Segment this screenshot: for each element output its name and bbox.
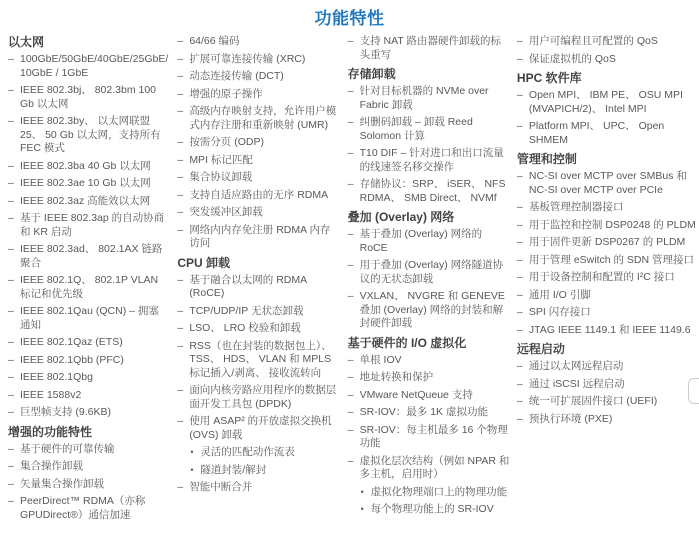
feature-text: 通过 iSCSI 远程启动 [528,377,625,390]
feature-item [177,70,339,84]
dash-marker: – [516,218,523,231]
feature-text: 用于固件更新 DSP0267 的 PLDM [528,236,686,248]
feature-item [177,415,339,442]
feature-item [177,322,339,336]
feature-text: 网络内内存免注册 RDMA 内存访问 [189,223,331,249]
section-header: 以太网 [8,35,45,49]
feature-item [8,160,168,174]
dash-marker: – [347,423,354,436]
dash-marker: – [177,339,184,352]
feature-text: 用于设备控制和配置的 I²C 接口 [528,271,675,283]
feature-text: IEEE 802.1Qaz (ETS) [20,336,123,348]
feature-item [348,371,510,385]
section-header: HPC 软件库 [516,71,582,85]
feature-text: IEEE 802.3ba 40 Gb 以太网 [20,159,151,172]
feature-item [8,443,168,457]
feature-item [177,136,339,150]
dash-marker: – [8,406,14,418]
feature-text: SPI 闪存接口 [528,306,591,318]
feature-item [177,53,339,67]
feature-item [8,406,168,420]
feature-text: 针对目标机器的 NVMe over Fabric 卸载 [359,85,489,111]
feature-item [348,259,510,286]
dash-marker: – [177,415,184,427]
feature-text: IEEE 802.3by、 以太网联盟 25、 50 Gb 以太网，支持所有 FEC 模式 [20,115,161,154]
dash-marker: – [347,259,354,271]
feature-item [8,460,168,474]
feature-text: 地址转换和保护 [359,371,434,383]
feature-text: 增强的原子操作 [189,87,263,100]
feature-item [177,189,339,203]
feature-item [517,360,699,374]
dash-marker: – [8,274,14,286]
dash-marker: – [516,201,523,213]
dash-marker: – [8,194,14,207]
section-header: 管理和控制 [516,152,577,166]
feature-sub-item [361,486,510,500]
feature-item [8,371,168,385]
feature-text: IEEE 802.1Qau (QCN) – 拥塞通知 [20,305,159,331]
feature-text: VXLAN、 NVGRE 和 GENEVE 叠加 (Overlay) 网络的封装和解封硬件卸载 [359,290,505,329]
feature-item [8,53,168,80]
section-header: 叠加 (Overlay) 网络 [347,210,455,224]
feature-text: IEEE 802.1Qbb (PFC) [20,353,124,366]
feature-text: IEEE 802.3ae 10 Gb 以太网 [20,177,151,189]
feature-item [517,378,699,392]
feature-sub-item [361,503,510,517]
feature-text: SR-IOV：最多 1K 虚拟功能 [359,406,488,418]
feature-item [517,324,699,338]
dash-marker: – [177,70,184,82]
feature-item [8,84,168,111]
feature-column-3 [348,35,510,521]
dash-marker: – [177,223,184,236]
feature-item [177,35,339,49]
feature-item [517,201,699,215]
feature-text: IEEE 802.3az 高能效以太网 [20,194,151,207]
feature-item [177,171,339,185]
feature-item [177,88,339,102]
dash-marker: – [177,188,184,201]
dash-marker: – [347,178,354,190]
feature-item [517,219,699,233]
feature-text: 纠删码卸载 – 卸载 Reed Solomon 计算 [359,116,473,142]
dash-marker: – [177,35,184,47]
dash-marker: – [347,35,354,47]
dash-marker: – [516,89,523,101]
feature-text: IEEE 802.1Qbg [20,371,93,383]
feature-text: 用于叠加 (Overlay) 网络隧道协议的无状态卸载 [359,259,504,285]
feature-item [348,406,510,420]
feature-text: 集合操作卸载 [20,460,83,472]
feature-item [177,305,339,319]
feature-item [517,170,699,197]
dash-marker: – [347,454,354,467]
partial-edge-pill [688,378,699,404]
dash-marker: – [516,35,523,47]
dash-marker: – [8,495,14,507]
section-header: 存储卸载 [347,67,396,81]
feature-item [517,89,699,116]
feature-text: 虚拟化物理端口上的物理功能 [370,485,508,498]
dash-marker: – [8,388,14,401]
feature-text: MPI 标记匹配 [189,153,253,166]
feature-column-2 [177,35,339,499]
feature-item [177,105,339,132]
dash-marker: – [347,353,354,366]
feature-item [348,389,510,403]
feature-item [177,384,339,411]
dash-marker: – [8,460,14,472]
feature-text: Open MPI、 IBM PE、 OSU MPI (MVAPICH/2)、 Intel MPI [528,89,683,115]
section-header: 增强的功能特性 [8,424,93,439]
page-title: 功能特性 [314,9,385,28]
feature-text: SR-IOV：每主机最多 16 个物理功能 [359,423,508,449]
feature-item [517,413,699,427]
bullet-marker: • [190,447,194,457]
feature-text: 支持 NAT 路由器硬件卸载的标头重写 [359,35,501,61]
feature-text: T10 DIF – 针对进口和出口流量的线速签名移交操作 [359,147,504,173]
dash-marker: – [177,322,184,334]
dash-marker: – [347,147,354,159]
feature-item [8,478,168,492]
feature-text: 突发缓冲区卸载 [189,206,263,218]
dash-marker: – [347,228,354,240]
dash-marker: – [8,336,14,348]
feature-sub-item [190,464,339,478]
dash-marker: – [516,170,523,182]
dash-marker: – [347,116,354,128]
feature-item [517,236,699,250]
feature-text: 通过以太网远程启动 [528,360,624,372]
dash-marker: – [8,115,14,127]
dash-marker: – [516,377,523,390]
feature-text: 通用 I/O 引脚 [528,288,591,301]
feature-text: 隧道封装/解封 [200,463,267,476]
dash-marker: – [177,105,184,117]
dash-marker: – [516,271,523,283]
section-header: 基于硬件的 I/O 虚拟化 [347,335,467,350]
feature-text: IEEE 802.3bj、 802.3bm 100 Gb 以太网 [20,84,157,110]
feature-text: 面向内核旁路应用程序的数据层面开发工具包 (DPDK) [189,384,337,410]
dash-marker: – [347,85,354,97]
feature-text: 用于监控和控制 DSP0248 的 PLDM [528,218,696,231]
dash-marker: – [177,384,184,396]
dash-marker: – [8,371,14,383]
dash-marker: – [177,273,184,286]
feature-columns [0,29,699,526]
dash-marker: – [516,360,523,372]
feature-text: 动态连接传输 (DCT) [189,70,284,82]
dash-marker: – [8,305,14,317]
feature-item [177,481,339,495]
feature-text: 基于硬件的可靠传输 [20,442,115,455]
feature-text: 高级内存映射支持，允许用户模式内存注册和重新映射 (UMR) [189,105,337,131]
dash-marker: – [177,171,184,183]
feature-item [348,354,510,368]
feature-text: Platform MPI、 UPC、 Open SHMEM [528,120,665,146]
feature-item [517,306,699,320]
dash-marker: – [177,52,184,65]
feature-item [8,177,168,191]
feature-item [8,212,168,239]
dash-marker: – [516,412,523,425]
feature-text: 保证虚拟机的 QoS [528,52,616,65]
feature-item [348,424,510,451]
section-header: 远程启动 [516,342,565,356]
feature-item [517,271,699,285]
feature-column-4 [517,35,699,430]
dash-marker: – [516,120,523,132]
feature-text: 统一可扩展固件接口 (UEFI) [528,395,658,407]
feature-text: 存储协议：SRP、 iSER、 NFS RDMA、 SMB Direct、 NVMf [359,178,506,204]
dash-marker: – [516,395,523,407]
feature-text: 每个物理功能上的 SR-IOV [370,503,494,515]
section-header: CPU 卸载 [177,255,230,270]
dash-marker: – [8,177,14,189]
dash-marker: – [347,406,354,418]
feature-text: 矢量集合操作卸载 [20,477,104,490]
dash-marker: – [8,353,14,366]
feature-column-1 [8,35,168,526]
feature-item [8,115,168,156]
feature-text: 预执行环境 (PXE) [528,412,613,425]
feature-text: VMware NetQueue 支持 [359,388,473,401]
dash-marker: – [8,159,14,172]
feature-text: LSO、 LRO 校验和卸载 [189,322,301,334]
feature-text: IEEE 1588v2 [20,388,82,401]
feature-text: IEEE 802.3ad、 802.1AX 链路聚合 [20,243,163,269]
feature-item [8,495,168,522]
feature-item [348,455,510,482]
feature-item [177,154,339,168]
feature-text: 基于叠加 (Overlay) 网络的 RoCE [359,228,483,254]
feature-item [8,354,168,368]
feature-text: TCP/UDP/IP 无状态卸载 [189,304,304,317]
bullet-marker: • [360,486,364,497]
dash-marker: – [516,288,523,301]
feature-text: 智能中断合并 [189,481,253,493]
feature-text: 按需分页 (ODP) [189,136,264,148]
feature-item [177,206,339,220]
feature-sub-item [190,446,339,460]
dash-marker: – [177,304,184,317]
feature-item [8,336,168,350]
dash-marker: – [347,371,354,383]
dash-marker: – [177,87,184,100]
feature-item [348,178,510,205]
dash-marker: – [8,442,14,455]
feature-text: JTAG IEEE 1149.1 和 IEEE 1149.6 [528,323,691,336]
feature-text: 单根 IOV [359,353,402,366]
feature-text: 集合协议卸载 [189,171,253,183]
feature-item [517,254,699,268]
feature-text: 用户可编程且可配置的 QoS [528,35,658,47]
dash-marker: – [8,53,14,65]
bullet-marker: • [190,464,194,475]
dash-marker: – [516,323,523,336]
feature-text: 扩展可靠连接传输 (XRC) [189,52,306,65]
dash-marker: – [8,477,14,490]
feature-item [517,395,699,409]
dash-marker: – [8,84,14,96]
feature-item [8,195,168,209]
feature-text: 基于融合以太网的 RDMA (RoCE) [189,273,307,299]
feature-item [8,305,168,332]
feature-item [517,120,699,147]
feature-item [177,224,339,251]
feature-item [8,274,168,301]
dash-marker: – [177,481,184,493]
bullet-marker: • [360,504,364,514]
feature-text: 支持自适应路由的无序 RDMA [189,188,329,201]
feature-item [517,289,699,303]
feature-item [348,116,510,143]
dash-marker: – [516,253,523,266]
feature-text: 灵活的匹配动作流表 [200,446,295,458]
feature-text: 虚拟化层次结构（例如 NPAR 和多主机，启用时） [359,454,510,480]
feature-text: 基于 IEEE 802.3ap 的自动协商和 KR 启动 [20,212,165,238]
feature-item [348,147,510,174]
feature-text: PeerDirect™ RDMA（亦称 GPUDirect®）通信加速 [20,495,146,521]
feature-item [177,340,339,381]
dash-marker: – [8,243,14,255]
feature-text: 基板管理控制器接口 [528,201,624,213]
feature-text: RSS（也在封装的数据包上）、 TSS、 HDS、 VLAN 和 MPLS 标记插入/剥离、 接收流转向 [189,339,332,379]
feature-item [517,35,699,49]
feature-text: 用于管理 eSwitch 的 SDN 管理接口 [528,253,695,266]
feature-text: 使用 ASAP² 的开放虚拟交换机 (OVS) 卸载 [189,415,332,441]
feature-item [348,85,510,112]
feature-item [177,274,339,301]
dash-marker: – [516,236,523,248]
dash-marker: – [177,153,184,166]
feature-text: 64/66 编码 [189,35,240,47]
dash-marker: – [177,206,184,218]
dash-marker: – [516,306,523,318]
feature-text: 巨型帧支持 (9.6KB) [20,406,112,418]
feature-item [348,290,510,331]
feature-item [8,243,168,270]
feature-item [8,389,168,403]
feature-item [348,228,510,255]
dash-marker: – [516,52,523,65]
feature-item [348,35,510,62]
dash-marker: – [177,136,184,148]
dash-marker: – [8,212,14,224]
feature-text: 100GbE/50GbE/40GbE/25GbE/ 10GbE / 1GbE [20,53,169,79]
feature-item [517,53,699,67]
dash-marker: – [347,388,354,401]
feature-text: NC-SI over MCTP over SMBus 和 NC-SI over MCTP over PCIe [528,170,687,196]
dash-marker: – [347,290,354,302]
feature-text: IEEE 802.1Q、 802.1P VLAN 标记和优先级 [20,274,159,300]
